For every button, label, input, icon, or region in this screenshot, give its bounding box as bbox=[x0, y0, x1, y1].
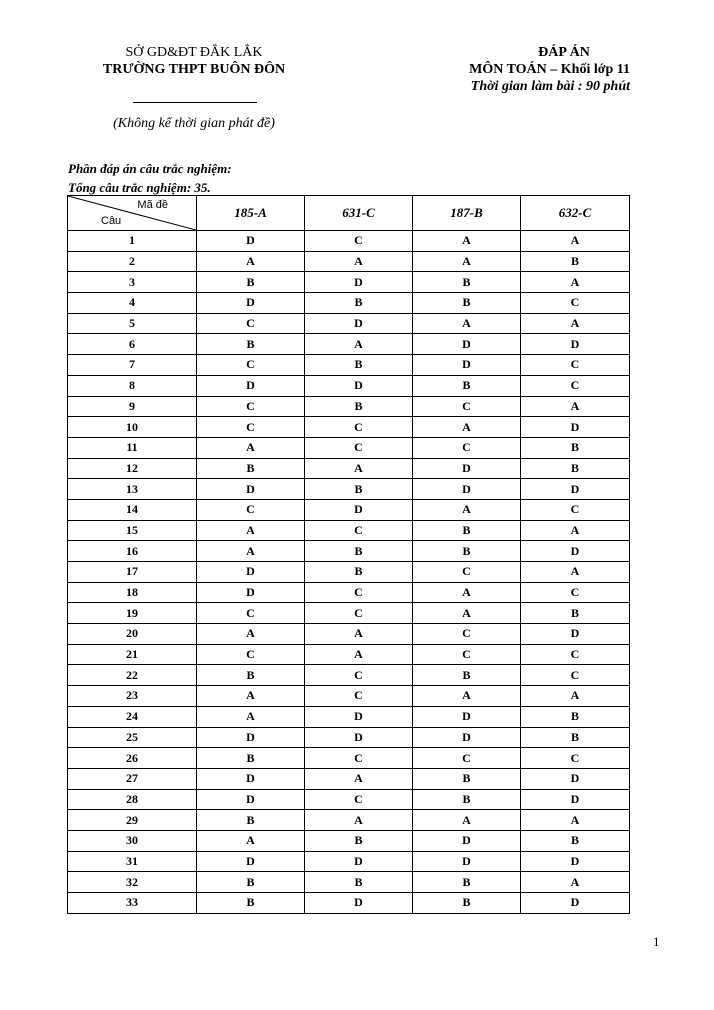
answer-cell: D bbox=[413, 479, 521, 500]
table-row bbox=[68, 251, 630, 272]
answer-cell: D bbox=[197, 789, 305, 810]
table-row bbox=[68, 706, 630, 727]
answer-cell: A bbox=[305, 768, 413, 789]
answer-cell: A bbox=[197, 251, 305, 272]
answer-cell: D bbox=[305, 706, 413, 727]
answer-cell: A bbox=[305, 644, 413, 665]
corner-header-cell bbox=[68, 196, 197, 231]
answer-cell: C bbox=[305, 417, 413, 438]
answer-cell: D bbox=[197, 768, 305, 789]
answer-cell: A bbox=[197, 706, 305, 727]
answer-cell: B bbox=[413, 893, 521, 914]
table-row bbox=[68, 727, 630, 748]
answer-cell: D bbox=[305, 499, 413, 520]
answer-cell: C bbox=[197, 313, 305, 334]
school-name: TRƯỜNG THPT BUÔN ĐÔN bbox=[102, 62, 286, 77]
answer-cell: D bbox=[197, 562, 305, 583]
answer-cell: C bbox=[521, 644, 630, 665]
answer-cell: D bbox=[521, 624, 630, 645]
table-row bbox=[68, 272, 630, 293]
question-number-cell: 26 bbox=[68, 748, 197, 769]
answer-cell: A bbox=[413, 417, 521, 438]
answer-cell: B bbox=[197, 334, 305, 355]
answer-cell: C bbox=[413, 748, 521, 769]
answer-cell: B bbox=[521, 458, 630, 479]
table-row bbox=[68, 789, 630, 810]
answer-cell: A bbox=[305, 624, 413, 645]
answer-cell: A bbox=[197, 686, 305, 707]
header-right bbox=[370, 44, 630, 95]
answer-cell: B bbox=[521, 251, 630, 272]
answer-cell: B bbox=[521, 437, 630, 458]
answer-cell: C bbox=[305, 520, 413, 541]
answer-cell: B bbox=[413, 272, 521, 293]
question-number-cell: 12 bbox=[68, 458, 197, 479]
answer-cell: A bbox=[197, 624, 305, 645]
question-number-cell: 20 bbox=[68, 624, 197, 645]
answer-cell: D bbox=[413, 458, 521, 479]
answer-cell: D bbox=[521, 334, 630, 355]
answer-table bbox=[67, 195, 630, 914]
answer-cell: B bbox=[413, 768, 521, 789]
answer-cell: D bbox=[305, 727, 413, 748]
document-title: ĐÁP ÁN bbox=[538, 45, 590, 60]
answer-cell: C bbox=[197, 499, 305, 520]
answer-cell: B bbox=[413, 293, 521, 314]
answer-cell: C bbox=[197, 603, 305, 624]
answer-cell: B bbox=[197, 458, 305, 479]
answer-cell: A bbox=[413, 251, 521, 272]
answer-cell: C bbox=[197, 644, 305, 665]
question-number-cell: 16 bbox=[68, 541, 197, 562]
answer-cell: B bbox=[197, 665, 305, 686]
table-row bbox=[68, 541, 630, 562]
answer-cell: D bbox=[197, 479, 305, 500]
answer-cell: C bbox=[197, 355, 305, 376]
answer-cell: B bbox=[305, 562, 413, 583]
question-number-cell: 22 bbox=[68, 665, 197, 686]
question-number-cell: 31 bbox=[68, 851, 197, 872]
answer-cell: D bbox=[305, 272, 413, 293]
answer-cell: C bbox=[305, 748, 413, 769]
answer-cell: B bbox=[305, 479, 413, 500]
answer-cell: B bbox=[413, 789, 521, 810]
table-row bbox=[68, 810, 630, 831]
subject-line: MÔN TOÁN – Khối lớp 11 bbox=[469, 62, 630, 77]
question-number-cell: 2 bbox=[68, 251, 197, 272]
answer-cell: D bbox=[197, 727, 305, 748]
answer-cell: C bbox=[197, 417, 305, 438]
answer-table-body bbox=[68, 231, 630, 914]
answer-cell: A bbox=[521, 562, 630, 583]
answer-cell: C bbox=[305, 665, 413, 686]
table-row bbox=[68, 830, 630, 851]
answer-cell: C bbox=[413, 562, 521, 583]
question-number-cell: 19 bbox=[68, 603, 197, 624]
table-row bbox=[68, 396, 630, 417]
answer-cell: A bbox=[197, 520, 305, 541]
table-row bbox=[68, 872, 630, 893]
answer-cell: C bbox=[305, 582, 413, 603]
answer-cell: C bbox=[413, 624, 521, 645]
answer-cell: A bbox=[413, 499, 521, 520]
answer-cell: C bbox=[521, 375, 630, 396]
exam-code-label: Mã đề bbox=[137, 199, 168, 211]
answer-cell: C bbox=[305, 437, 413, 458]
question-number-cell: 30 bbox=[68, 830, 197, 851]
question-label: Câu bbox=[101, 215, 122, 227]
answer-cell: A bbox=[305, 810, 413, 831]
exam-code-header: 187-B bbox=[413, 196, 521, 231]
table-row bbox=[68, 479, 630, 500]
question-number-cell: 7 bbox=[68, 355, 197, 376]
answer-cell: A bbox=[521, 686, 630, 707]
answer-cell: B bbox=[521, 830, 630, 851]
question-number-cell: 29 bbox=[68, 810, 197, 831]
answer-cell: D bbox=[413, 706, 521, 727]
question-number-cell: 17 bbox=[68, 562, 197, 583]
page-number: 1 bbox=[653, 934, 660, 949]
question-number-cell: 33 bbox=[68, 893, 197, 914]
answer-cell: A bbox=[413, 582, 521, 603]
answer-cell: C bbox=[521, 582, 630, 603]
question-number-cell: 14 bbox=[68, 499, 197, 520]
answer-cell: D bbox=[521, 789, 630, 810]
answer-cell: A bbox=[521, 396, 630, 417]
header-underline bbox=[133, 102, 257, 103]
question-number-cell: 27 bbox=[68, 768, 197, 789]
answer-cell: D bbox=[413, 851, 521, 872]
question-number-cell: 9 bbox=[68, 396, 197, 417]
exam-code-header: 185-A bbox=[197, 196, 305, 231]
answer-cell: C bbox=[413, 644, 521, 665]
answer-cell: B bbox=[197, 872, 305, 893]
table-row bbox=[68, 624, 630, 645]
answer-cell: D bbox=[413, 830, 521, 851]
table-row bbox=[68, 437, 630, 458]
question-number-cell: 11 bbox=[68, 437, 197, 458]
answer-cell: A bbox=[521, 810, 630, 831]
table-row bbox=[68, 499, 630, 520]
table-row bbox=[68, 375, 630, 396]
exam-code-header: 631-C bbox=[305, 196, 413, 231]
answer-cell: D bbox=[197, 375, 305, 396]
table-row bbox=[68, 893, 630, 914]
header-left bbox=[60, 44, 328, 78]
intro-block bbox=[68, 159, 232, 197]
question-number-cell: 32 bbox=[68, 872, 197, 893]
exam-code-header: 632-C bbox=[521, 196, 630, 231]
answer-cell: B bbox=[305, 355, 413, 376]
answer-cell: C bbox=[305, 686, 413, 707]
answer-cell: B bbox=[413, 541, 521, 562]
duration-line: Thời gian làm bài : 90 phút bbox=[470, 79, 630, 94]
question-number-cell: 15 bbox=[68, 520, 197, 541]
table-row bbox=[68, 520, 630, 541]
table-row bbox=[68, 686, 630, 707]
answer-cell: B bbox=[197, 893, 305, 914]
section-title: Phần đáp án câu trắc nghiệm: bbox=[68, 161, 232, 176]
answer-cell: A bbox=[521, 272, 630, 293]
department-name: SỞ GD&ĐT ĐẮK LẮK bbox=[125, 45, 263, 60]
answer-cell: C bbox=[521, 355, 630, 376]
table-row bbox=[68, 582, 630, 603]
answer-cell: B bbox=[413, 520, 521, 541]
answer-cell: D bbox=[413, 334, 521, 355]
answer-cell: D bbox=[521, 417, 630, 438]
table-row bbox=[68, 417, 630, 438]
answer-cell: B bbox=[521, 727, 630, 748]
question-number-cell: 6 bbox=[68, 334, 197, 355]
diagonal-line bbox=[68, 196, 196, 230]
answer-cell: D bbox=[305, 375, 413, 396]
answer-cell: B bbox=[197, 748, 305, 769]
answer-cell: A bbox=[197, 437, 305, 458]
question-number-cell: 4 bbox=[68, 293, 197, 314]
answer-cell: A bbox=[521, 520, 630, 541]
answer-cell: D bbox=[197, 851, 305, 872]
answer-cell: A bbox=[413, 231, 521, 252]
answer-cell: D bbox=[413, 355, 521, 376]
answer-cell: D bbox=[197, 293, 305, 314]
answer-cell: A bbox=[413, 686, 521, 707]
answer-cell: B bbox=[305, 396, 413, 417]
table-row bbox=[68, 748, 630, 769]
question-number-cell: 1 bbox=[68, 231, 197, 252]
answer-cell: D bbox=[305, 893, 413, 914]
table-row bbox=[68, 293, 630, 314]
question-number-cell: 18 bbox=[68, 582, 197, 603]
answer-cell: D bbox=[521, 851, 630, 872]
answer-cell: C bbox=[413, 396, 521, 417]
answer-cell: D bbox=[413, 727, 521, 748]
answer-cell: B bbox=[521, 603, 630, 624]
answer-cell: C bbox=[305, 603, 413, 624]
answer-cell: C bbox=[521, 748, 630, 769]
answer-cell: C bbox=[521, 499, 630, 520]
time-note: (Không kể thời gian phát đề) bbox=[113, 116, 275, 131]
answer-cell: D bbox=[521, 479, 630, 500]
answer-cell: A bbox=[197, 541, 305, 562]
answer-cell: C bbox=[305, 789, 413, 810]
answer-cell: A bbox=[197, 830, 305, 851]
answer-cell: B bbox=[305, 872, 413, 893]
answer-cell: B bbox=[305, 830, 413, 851]
answer-cell: D bbox=[521, 768, 630, 789]
answer-cell: B bbox=[413, 375, 521, 396]
question-number-cell: 8 bbox=[68, 375, 197, 396]
question-number-cell: 10 bbox=[68, 417, 197, 438]
table-row bbox=[68, 562, 630, 583]
answer-cell: B bbox=[521, 706, 630, 727]
question-number-cell: 13 bbox=[68, 479, 197, 500]
question-number-cell: 25 bbox=[68, 727, 197, 748]
question-number-cell: 24 bbox=[68, 706, 197, 727]
question-number-cell: 21 bbox=[68, 644, 197, 665]
answer-cell: A bbox=[521, 872, 630, 893]
answer-cell: D bbox=[197, 231, 305, 252]
answer-cell: B bbox=[305, 541, 413, 562]
question-number-cell: 23 bbox=[68, 686, 197, 707]
answer-cell: A bbox=[521, 313, 630, 334]
answer-cell: A bbox=[305, 458, 413, 479]
answer-cell: C bbox=[521, 293, 630, 314]
table-row bbox=[68, 458, 630, 479]
answer-cell: D bbox=[521, 541, 630, 562]
answer-cell: A bbox=[305, 251, 413, 272]
question-number-cell: 5 bbox=[68, 313, 197, 334]
answer-cell: C bbox=[197, 396, 305, 417]
table-row bbox=[68, 603, 630, 624]
table-row bbox=[68, 355, 630, 376]
question-number-cell: 28 bbox=[68, 789, 197, 810]
table-row bbox=[68, 851, 630, 872]
answer-cell: C bbox=[305, 231, 413, 252]
answer-cell: B bbox=[197, 810, 305, 831]
table-row bbox=[68, 665, 630, 686]
answer-cell: A bbox=[305, 334, 413, 355]
table-row bbox=[68, 334, 630, 355]
table-row bbox=[68, 231, 630, 252]
answer-cell: B bbox=[305, 293, 413, 314]
answer-cell: A bbox=[521, 231, 630, 252]
table-row bbox=[68, 644, 630, 665]
answer-cell: A bbox=[413, 603, 521, 624]
question-number-cell: 3 bbox=[68, 272, 197, 293]
answer-cell: B bbox=[413, 665, 521, 686]
answer-cell: D bbox=[197, 582, 305, 603]
answer-cell: C bbox=[413, 437, 521, 458]
answer-cell: B bbox=[413, 872, 521, 893]
total-questions: Tổng câu trắc nghiệm: 35. bbox=[68, 180, 211, 195]
answer-cell: B bbox=[197, 272, 305, 293]
answer-cell: D bbox=[521, 893, 630, 914]
answer-cell: A bbox=[413, 810, 521, 831]
answer-cell: D bbox=[305, 313, 413, 334]
table-row bbox=[68, 313, 630, 334]
answer-cell: D bbox=[305, 851, 413, 872]
table-row bbox=[68, 768, 630, 789]
table-header-row bbox=[68, 196, 630, 231]
answer-cell: C bbox=[521, 665, 630, 686]
answer-cell: A bbox=[413, 313, 521, 334]
